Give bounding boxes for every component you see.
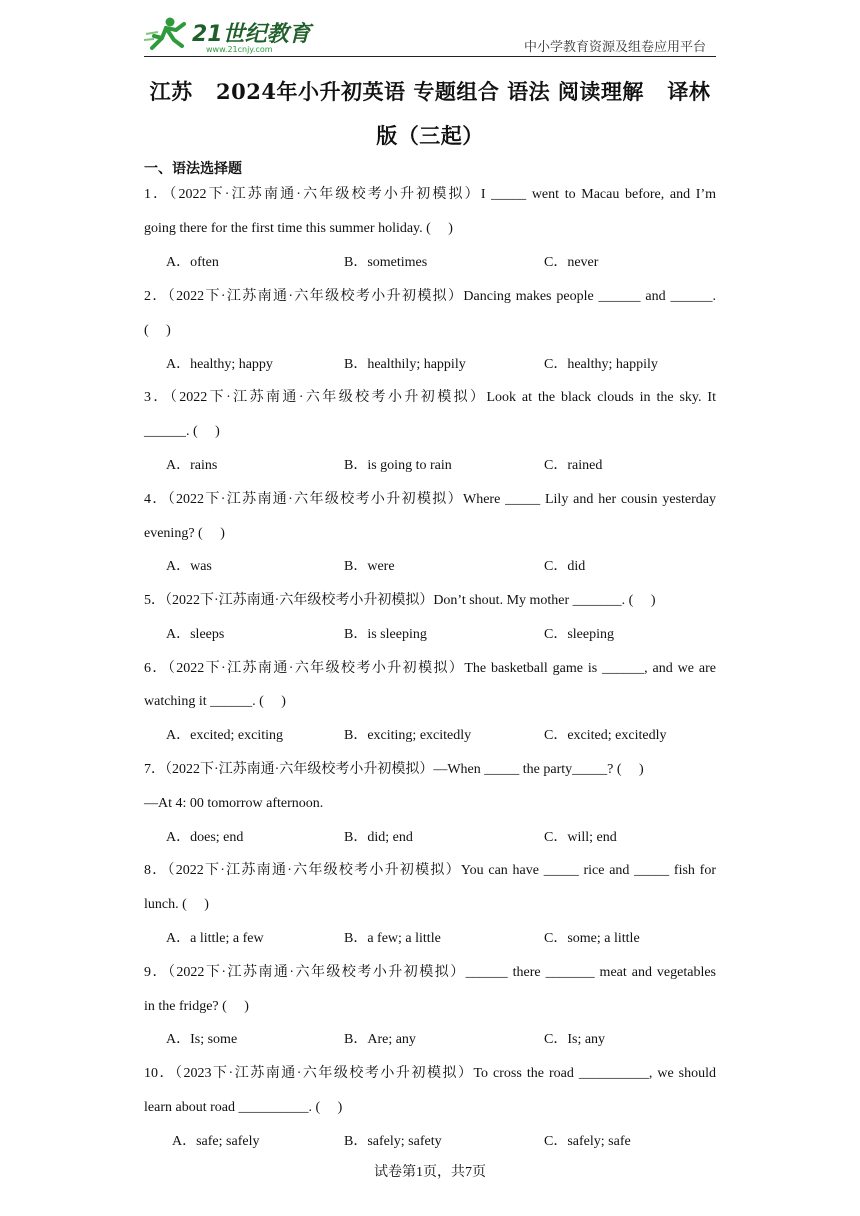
question-4-option-b: B．were [344,559,395,574]
question-4-text: 4．（2022下·江苏南通·六年级校考小升初模拟）Where _____ Lily and her cousin yesterday [144,492,716,507]
question-1-option-c: C．never [544,255,599,270]
question-10-option-a: A．safe; safely [172,1134,260,1149]
page-title-line-1: 江苏 2024年小升初英语 专题组合 语法 阅读理解 译林 [149,79,711,104]
question-1-option-a: A．often [166,255,219,270]
logo-url: www.21cnjy.com [206,45,273,54]
question-5-option-a: A．sleeps [166,627,225,642]
question-4-text: evening? ( ) [144,526,225,541]
question-8-option-b: B．a few; a little [344,931,441,946]
question-5-option-b: B．is sleeping [344,627,427,642]
question-9-text: 9．（2022下·江苏南通·六年级校考小升初模拟）______ there _______ meat and vegetables [144,965,716,980]
question-2-option-c: C．healthy; happily [544,357,658,372]
question-5-option-c: C．sleeping [544,627,614,642]
question-5-text: 5．（2022下·江苏南通·六年级校考小升初模拟）Don’t shout. My mother _______. ( ) [144,593,656,608]
question-6-option-a: A．excited; exciting [166,728,284,743]
logo [144,14,314,54]
question-3-text: ______. ( ) [144,424,220,439]
question-8-option-a: A．a little; a few [166,931,264,946]
question-10-option-b: B．safely; safety [344,1134,442,1149]
question-1-text: 1．（2022下·江苏南通·六年级校考小升初模拟）I _____ went to Macau before, and I’m [144,187,716,202]
logo-text: 21世纪教育 [192,22,311,47]
question-8-text: 8．（2022下·江苏南通·六年级校考小升初模拟）You can have _____ rice and _____ fish for [144,863,716,878]
question-2-text: ( ) [144,323,171,338]
question-9-option-b: B．Are; any [344,1032,416,1047]
page-number-footer: 试卷第1页，共7页 [374,1165,486,1180]
runner-icon [144,18,184,49]
question-7-text: 7．（2022下·江苏南通·六年级校考小升初模拟）—When _____ the party_____? ( ) [144,762,644,777]
page-title-line-2: 版（三起） [376,123,484,148]
question-2-option-a: A．healthy; happy [166,357,273,372]
question-1-option-b: B．sometimes [344,255,428,270]
section-heading: 一、语法选择题 [144,161,242,177]
question-9-text: in the fridge? ( ) [144,999,249,1014]
question-6-text: 6．（2022下·江苏南通·六年级校考小升初模拟）The basketball game is ______, and we are [144,661,716,676]
question-1-text: going there for the first time this summer holiday. ( ) [144,221,453,236]
question-6-text: watching it ______. ( ) [144,694,286,709]
question-7-option-b: B．did; end [344,830,413,845]
question-4-option-c: C．did [544,559,586,574]
question-7-text: —At 4: 00 tomorrow afternoon. [144,796,324,811]
question-10-option-c: C．safely; safe [544,1134,631,1149]
question-6-option-b: B．exciting; excitedly [344,728,472,743]
question-3-option-c: C．rained [544,458,603,473]
question-10-text: 10．（2023下·江苏南通·六年级校考小升初模拟）To cross the road __________, we should [144,1066,716,1081]
question-4-option-a: A．was [166,559,212,574]
question-2-text: 2．（2022下·江苏南通·六年级校考小升初模拟）Dancing makes people ______ and ______. [144,289,716,304]
question-6-option-c: C．excited; excitedly [544,728,667,743]
question-2-option-b: B．healthily; happily [344,357,466,372]
question-3-text: 3．（2022下·江苏南通·六年级校考小升初模拟）Look at the black clouds in the sky. It [144,390,716,405]
question-9-option-a: A．Is; some [166,1032,238,1047]
question-8-text: lunch. ( ) [144,897,209,912]
question-9-option-c: C．Is; any [544,1032,606,1047]
question-3-option-b: B．is going to rain [344,458,452,473]
question-7-option-c: C．will; end [544,830,617,845]
question-10-text: learn about road __________. ( ) [144,1100,343,1115]
site-name: 中小学教育资源及组卷应用平台 [523,40,706,55]
page-header [144,14,716,57]
question-8-option-c: C．some; a little [544,931,640,946]
question-7-option-a: A．does; end [166,830,244,845]
question-3-option-a: A．rains [166,458,218,473]
